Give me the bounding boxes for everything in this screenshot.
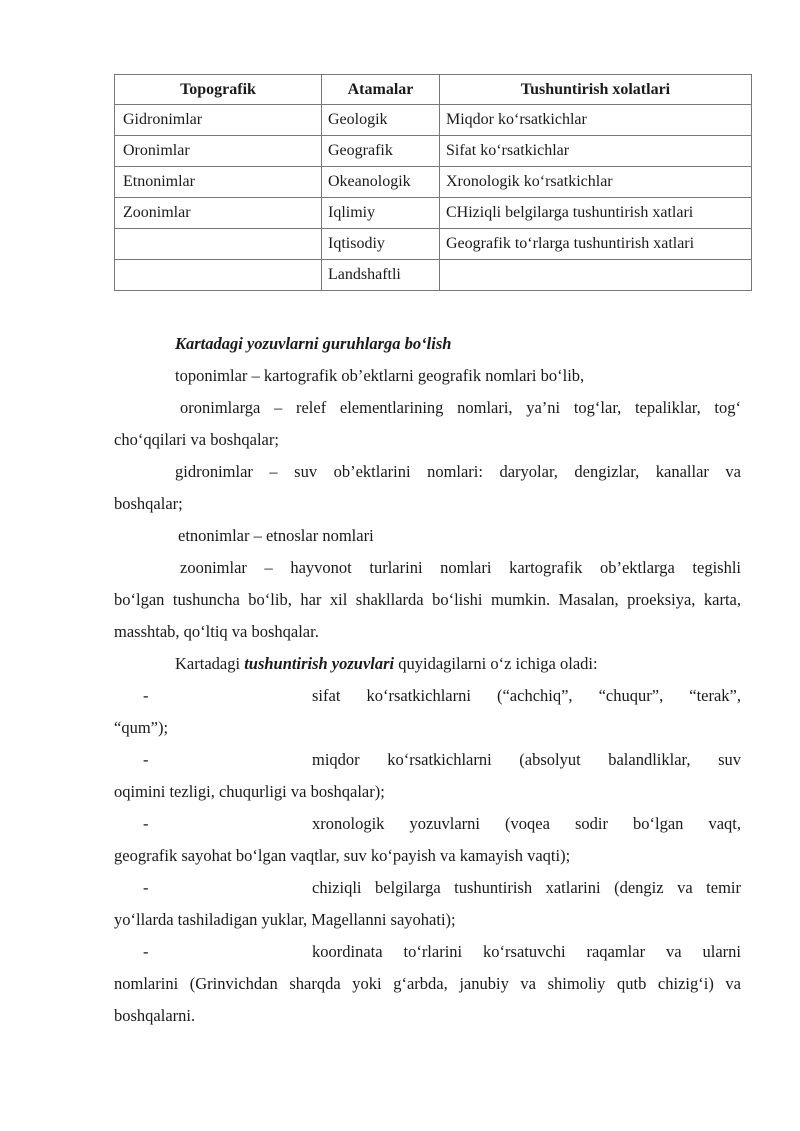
- table-cell: Geografik: [322, 136, 440, 167]
- paragraph-zoonimlar: zoonimlar – hayvonot turlarini nomlari kartografik ob’ektlarga tegishli bo‘lgan tushuncha bo‘lib, har xil shakllarda bo‘lishi mumkin. Masalan, proeksiya, karta, masshtab, qo‘ltiq va boshqalar.: [114, 558, 741, 641]
- terms-table: [114, 74, 752, 291]
- header-tushuntirish: Tushuntirish xolatlari: [440, 75, 752, 105]
- dash-marker: -: [143, 814, 149, 833]
- paragraph-oronimlar: oronimlarga – relef elementlarining nomlari, ya’ni tog‘lar, tepaliklar, tog‘ cho‘qqilari va boshqalar;: [114, 398, 741, 449]
- list-item: - xronologik yozuvlarni (voqea sodir bo‘lgan vaqt, geografik sayohat bo‘lgan vaqtlar, suv ko‘payish va kamayish vaqti);: [114, 808, 741, 872]
- table-cell: [115, 229, 322, 260]
- table-cell: Sifat ko‘rsatkichlar: [440, 136, 752, 167]
- list-item: - koordinata to‘rlarini ko‘rsatuvchi raqamlar va ularni nomlarini (Grinvichdan sharqda yoki g‘arbda, janubiy va shimoliy qutb chizig‘i) va boshqalarni.: [114, 936, 741, 1032]
- paragraph-gidronimlar: gidronimlar – suv ob’ektlarini nomlari: daryolar, dengizlar, kanallar va boshqalar;: [114, 462, 741, 513]
- dash-marker: -: [143, 750, 149, 769]
- table-cell: Gidronimlar: [115, 105, 322, 136]
- table-cell: Zoonimlar: [115, 198, 322, 229]
- table-cell: Iqlimiy: [322, 198, 440, 229]
- paragraph-toponimlar: toponimlar – kartografik ob’ektlarni geografik nomlari bo‘lib,: [175, 366, 585, 385]
- list-item: - chiziqli belgilarga tushuntirish xatlarini (dengiz va temir yo‘llarda tashiladigan yuklar, Magellanni sayohati);: [114, 872, 741, 936]
- section-heading: Kartadagi yozuvlarni guruhlarga bo‘lish: [175, 334, 452, 353]
- dash-marker: -: [143, 878, 149, 897]
- table-row: [115, 198, 752, 229]
- table-row: [115, 136, 752, 167]
- table-cell: CHiziqli belgilarga tushuntirish xatlari: [440, 198, 752, 229]
- table-cell: Geografik to‘rlarga tushuntirish xatlari: [440, 229, 752, 260]
- table-cell: [115, 260, 322, 291]
- table-row: [115, 229, 752, 260]
- header-atamalar: Atamalar: [322, 75, 440, 105]
- table-cell: Etnonimlar: [115, 167, 322, 198]
- dash-marker: -: [143, 942, 149, 961]
- header-topografik: Topografik: [115, 75, 322, 105]
- table-row: [115, 260, 752, 291]
- table-row: [115, 167, 752, 198]
- table-cell: [440, 260, 752, 291]
- list-item: - miqdor ko‘rsatkichlarni (absolyut balandliklar, suv oqimini tezligi, chuqurligi va boshqalar);: [114, 744, 741, 808]
- paragraph-tushuntirish-intro: Kartadagi tushuntirish yozuvlari quyidagilarni o‘z ichiga oladi:: [175, 654, 598, 673]
- table-cell: Landshaftli: [322, 260, 440, 291]
- table-cell: Xronologik ko‘rsatkichlar: [440, 167, 752, 198]
- table-header-row: [115, 75, 752, 105]
- paragraph-etnonimlar: etnonimlar – etnoslar nomlari: [178, 526, 374, 545]
- table-cell: Oronimlar: [115, 136, 322, 167]
- table-cell: Iqtisodiy: [322, 229, 440, 260]
- list-item: - sifat ko‘rsatkichlarni (“achchiq”, “chuqur”, “terak”, “qum”);: [114, 680, 741, 744]
- body-text: [114, 328, 741, 1032]
- table-cell: Okeanologik: [322, 167, 440, 198]
- table-cell: Geologik: [322, 105, 440, 136]
- dash-marker: -: [143, 686, 149, 705]
- table-cell: Miqdor ko‘rsatkichlar: [440, 105, 752, 136]
- table-row: [115, 105, 752, 136]
